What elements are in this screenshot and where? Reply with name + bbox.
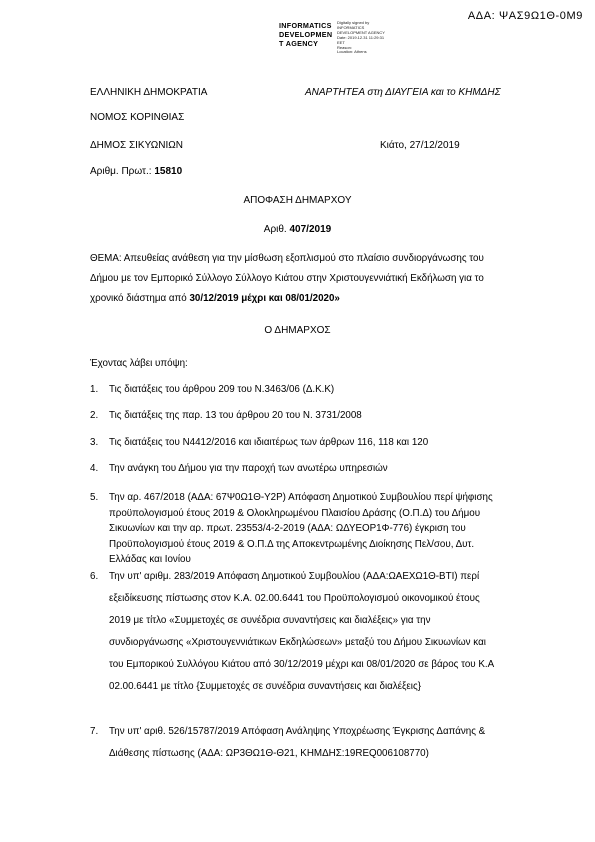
subject-paragraph bbox=[90, 249, 508, 309]
signature-details: Digitally signed by INFORMATICS DEVELOPMENT AGENCY Date: 2019.12.31 11:29:31 EET Reason: Location: Athens bbox=[337, 20, 385, 55]
item-number: 7. bbox=[90, 726, 99, 737]
considering-label: Έχοντας λάβει υπόψη: bbox=[90, 358, 188, 369]
protocol-number: 15810 bbox=[154, 166, 183, 177]
item-text-line: εξειδίκευσης πίστωσης στον Κ.Α. 02.00.6441 του Προϋπολογισμού οικονομικού έτους bbox=[109, 593, 480, 604]
item-number: 4. bbox=[90, 463, 99, 474]
digital-signature-stamp bbox=[279, 21, 449, 57]
item-text-line: Την υπ' αριθ. 526/15787/2019 Απόφαση Ανάληψης Υποχρέωσης Έγκρισης Δαπάνης & bbox=[109, 726, 486, 737]
item-number: 6. bbox=[90, 571, 99, 582]
mayor-heading: Ο ΔΗΜΑΡΧΟΣ bbox=[264, 325, 331, 336]
subject-line-1: ΘΕΜΑ: Απευθείας ανάθεση για την μίσθωση εξοπλισμού στο πλαίσιο συνδιοργάνωσης του bbox=[90, 253, 484, 264]
item-text-line: Ελλάδας και Ιονίου bbox=[109, 554, 191, 565]
item-text: Την ανάγκη του Δήμου για την παροχή των ανωτέρω υπηρεσιών bbox=[109, 463, 388, 474]
item-text-line: του Εμπορικού Συλλόγου Κιάτου από 30/12/2019 μέχρι και 08/01/2020 σε βάρος του Κ.Α bbox=[109, 659, 495, 670]
item-text-line: συνδιοργάνωσης «Χριστουγεννιάτικων Εκδηλώσεων» μεταξύ του Δήμου Σικυωνίων και bbox=[109, 637, 486, 648]
prefecture-heading: ΝΟΜΟΣ ΚΟΡΙΝΘΙΑΣ bbox=[90, 112, 185, 123]
republic-heading: ΕΛΛΗΝΙΚΗ ΔΗΜΟΚΡΑΤΙΑ bbox=[90, 87, 208, 98]
ada-code: ΑΔΑ: ΨΑΣ9Ω1Θ-0Μ9 bbox=[467, 10, 583, 22]
item-text-line: Την αρ. 467/2018 (ΑΔΑ: 67Ψ0Ω1Θ-Υ2Ρ) Απόφαση Δημοτικού Συμβουλίου περί ψήφισης bbox=[109, 492, 493, 503]
signature-org-name: INFORMATICS DEVELOPMEN T AGENCY bbox=[279, 21, 333, 48]
item-text: Τις διατάξεις της παρ. 13 του άρθρου 20 του Ν. 3731/2008 bbox=[109, 410, 362, 421]
item-number: 5. bbox=[90, 492, 99, 503]
protocol-label: Αριθμ. Πρωτ.: bbox=[90, 166, 152, 177]
item-text-line: 02.00.6441 με τίτλο {Συμμετοχές σε συνέδρια συναντήσεις και διαλέξεις} bbox=[109, 681, 421, 692]
publication-note: ΑΝΑΡΤΗΤΕΑ στη ΔΙΑΥΓΕΙΑ και το ΚΗΜΔΗΣ bbox=[305, 87, 501, 98]
item-text-line: 2019 με τίτλο «Συμμετοχές σε συνέδρια συναντήσεις και διαλέξεις» για την bbox=[109, 615, 431, 626]
item-number: 1. bbox=[90, 384, 99, 395]
decision-number-line bbox=[0, 224, 595, 235]
decision-number: 407/2019 bbox=[289, 224, 332, 235]
subject-period-prefix: χρονικό διάστημα από bbox=[90, 293, 187, 304]
protocol-line bbox=[90, 166, 182, 177]
subject-line-3 bbox=[90, 289, 508, 309]
decision-title: ΑΠΟΦΑΣΗ ΔΗΜΑΡΧΟΥ bbox=[243, 195, 352, 206]
item-number: 3. bbox=[90, 437, 99, 448]
item-text: Τις διατάξεις του Ν4412/2016 και ιδιαιτέρως των άρθρων 116, 118 και 120 bbox=[109, 437, 429, 448]
item-text-line: Την υπ' αριθμ. 283/2019 Απόφαση Δημοτικού Συμβουλίου (ΑΔΑ:ΩΑΕΧΩ1Θ-ΒΤΙ) περί bbox=[109, 571, 480, 582]
item-text-line: Προϋπολογισμού έτους 2019 & Ο.Π.Δ της Αποκεντρωμένης Διοίκησης Πελ/σου, Δυτ. bbox=[109, 538, 475, 550]
place-date: Κιάτο, 27/12/2019 bbox=[380, 140, 460, 151]
item-number: 2. bbox=[90, 410, 99, 421]
item-text-line: Σικυωνίων και την αρ. πρωτ. 23553/4-2-2019 (ΑΔΑ: ΩΔΥΕΟΡ1Φ-776) έγκριση του bbox=[109, 523, 466, 534]
item-text: Τις διατάξεις του άρθρου 209 του Ν.3463/06 (Δ.Κ.Κ) bbox=[109, 384, 335, 395]
subject-period: 30/12/2019 μέχρι και 08/01/2020» bbox=[189, 293, 340, 304]
item-text-line: Διάθεσης πίστωσης (ΑΔΑ: ΩΡ3ΘΩ1Θ-Θ21, ΚΗΜΔΗΣ:19REQ006108770) bbox=[109, 748, 429, 759]
decision-number-label: Αριθ. bbox=[263, 224, 287, 235]
municipality-heading: ΔΗΜΟΣ ΣΙΚΥΩΝΙΩΝ bbox=[90, 140, 183, 151]
item-text-line: προϋπολογισμού έτους 2019 & Ολοκληρωμένου Πλαισίου Δράσης (Ο.Π.Δ) του Δήμου bbox=[109, 507, 481, 519]
subject-line-2: Δήμου με τον Εμπορικό Σύλλογο Σύλλογο Κιάτου στην Χριστουγεννιάτική Εκδήλωση για το bbox=[90, 273, 484, 284]
